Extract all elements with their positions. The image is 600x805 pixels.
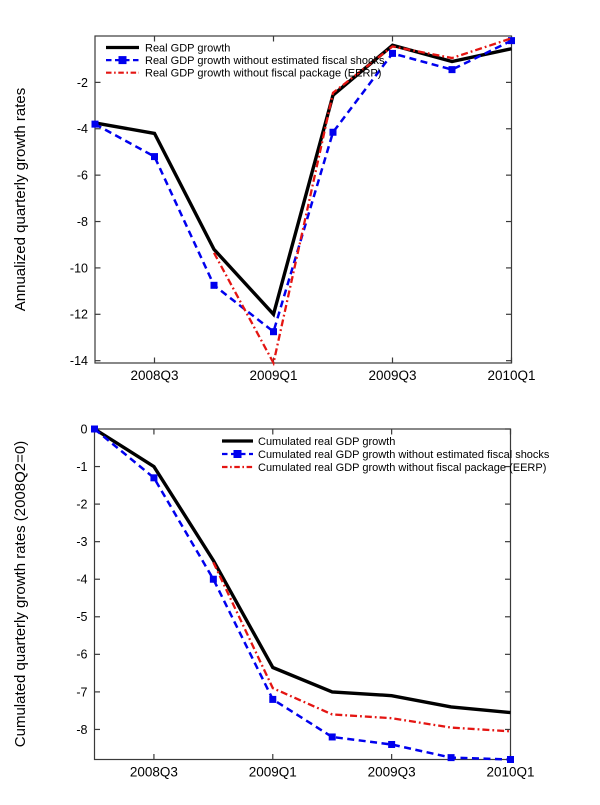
series-marker-real-gdp-growth-without-estimated-fiscal-shocks — [211, 282, 218, 289]
x-tick-label-2010q1: 2010Q1 — [487, 368, 536, 383]
series-marker-cumulated-real-gdp-growth-without-estimated-fiscal-shocks — [91, 426, 98, 433]
legend-label-real-gdp-growth-without-fiscal-package-eerp: Real GDP growth without fiscal package (EERP) — [145, 67, 382, 80]
legend-marker-cumulated-real-gdp-growth-without-estimated-fiscal-shocks — [234, 450, 242, 458]
y-tick-label-2: -2 — [76, 75, 88, 90]
series-line-real-gdp-growth — [95, 45, 512, 314]
series-marker-real-gdp-growth-without-estimated-fiscal-shocks — [330, 129, 337, 136]
legend — [106, 42, 385, 79]
x-tick-label-2009q3: 2009Q3 — [367, 764, 416, 780]
y-tick-label-4: -4 — [76, 122, 88, 137]
legend-label-cumulated-real-gdp-growth: Cumulated real GDP growth — [258, 435, 396, 448]
y-tick-label-12: -12 — [69, 307, 88, 322]
series-marker-cumulated-real-gdp-growth-without-estimated-fiscal-shocks — [150, 474, 157, 481]
series-marker-real-gdp-growth-without-estimated-fiscal-shocks — [151, 153, 158, 160]
y-tick-label-3: -3 — [76, 535, 88, 550]
y-axis-label: Annualized quarterly growth rates — [12, 87, 29, 312]
series-line-real-gdp-growth-without-estimated-fiscal-shocks — [95, 41, 512, 332]
x-tick-label-2009q1: 2009Q1 — [249, 368, 298, 383]
x-tick-label-2009q1: 2009Q1 — [248, 764, 297, 780]
series-marker-real-gdp-growth-without-estimated-fiscal-shocks — [92, 121, 99, 128]
y-tick-label-2: -2 — [76, 497, 88, 512]
legend-label-real-gdp-growth-without-estimated-fiscal-shocks: Real GDP growth without estimated fiscal shocks — [145, 54, 385, 67]
legend-label-cumulated-real-gdp-growth-without-fiscal-package-eerp: Cumulated real GDP growth without fiscal package (EERP) — [258, 461, 547, 474]
x-tick-label-2008q3: 2008Q3 — [129, 764, 178, 780]
y-tick-label-5: -5 — [76, 610, 88, 625]
series-marker-real-gdp-growth-without-estimated-fiscal-shocks — [449, 66, 456, 73]
series-marker-real-gdp-growth-without-estimated-fiscal-shocks — [389, 50, 396, 57]
x-tick-label-2008q3: 2008Q3 — [130, 368, 179, 383]
x-tick-label-2010q1: 2010Q1 — [486, 764, 535, 780]
series-marker-cumulated-real-gdp-growth-without-estimated-fiscal-shocks — [507, 756, 514, 763]
series-line-real-gdp-growth-without-fiscal-package-eerp — [214, 38, 512, 363]
y-tick-label-1: -1 — [76, 459, 88, 474]
y-tick-label-10: -10 — [69, 261, 88, 276]
chart-cumulated — [12, 422, 550, 779]
legend-label-real-gdp-growth: Real GDP growth — [145, 42, 231, 55]
y-tick-label-8: -8 — [76, 722, 88, 737]
y-tick-label-8: -8 — [76, 214, 88, 229]
y-tick-label-14: -14 — [69, 354, 88, 369]
series-marker-cumulated-real-gdp-growth-without-estimated-fiscal-shocks — [210, 576, 217, 583]
y-tick-label-4: -4 — [76, 572, 88, 587]
legend — [222, 436, 550, 474]
x-tick-label-2009q3: 2009Q3 — [368, 368, 417, 383]
series-marker-cumulated-real-gdp-growth-without-estimated-fiscal-shocks — [329, 733, 336, 740]
series-marker-cumulated-real-gdp-growth-without-estimated-fiscal-shocks — [269, 696, 276, 703]
legend-marker-real-gdp-growth-without-estimated-fiscal-shocks — [119, 56, 127, 64]
series-line-cumulated-real-gdp-growth-without-fiscal-package-eerp — [213, 562, 510, 731]
chart-annualized — [12, 36, 536, 383]
y-tick-label-6: -6 — [76, 168, 88, 183]
series-marker-cumulated-real-gdp-growth-without-estimated-fiscal-shocks — [448, 754, 455, 761]
y-tick-label-6: -6 — [76, 647, 88, 662]
y-axis-label: Cumulated quarterly growth rates (2008Q2=0) — [12, 440, 29, 748]
series-marker-cumulated-real-gdp-growth-without-estimated-fiscal-shocks — [388, 741, 395, 748]
series-marker-real-gdp-growth-without-estimated-fiscal-shocks — [270, 328, 277, 335]
y-tick-label-0: 0 — [80, 422, 88, 437]
y-tick-label-7: -7 — [76, 685, 88, 700]
legend-label-cumulated-real-gdp-growth-without-estimated-fiscal-shocks: Cumulated real GDP growth without estimated fiscal shocks — [258, 448, 550, 461]
